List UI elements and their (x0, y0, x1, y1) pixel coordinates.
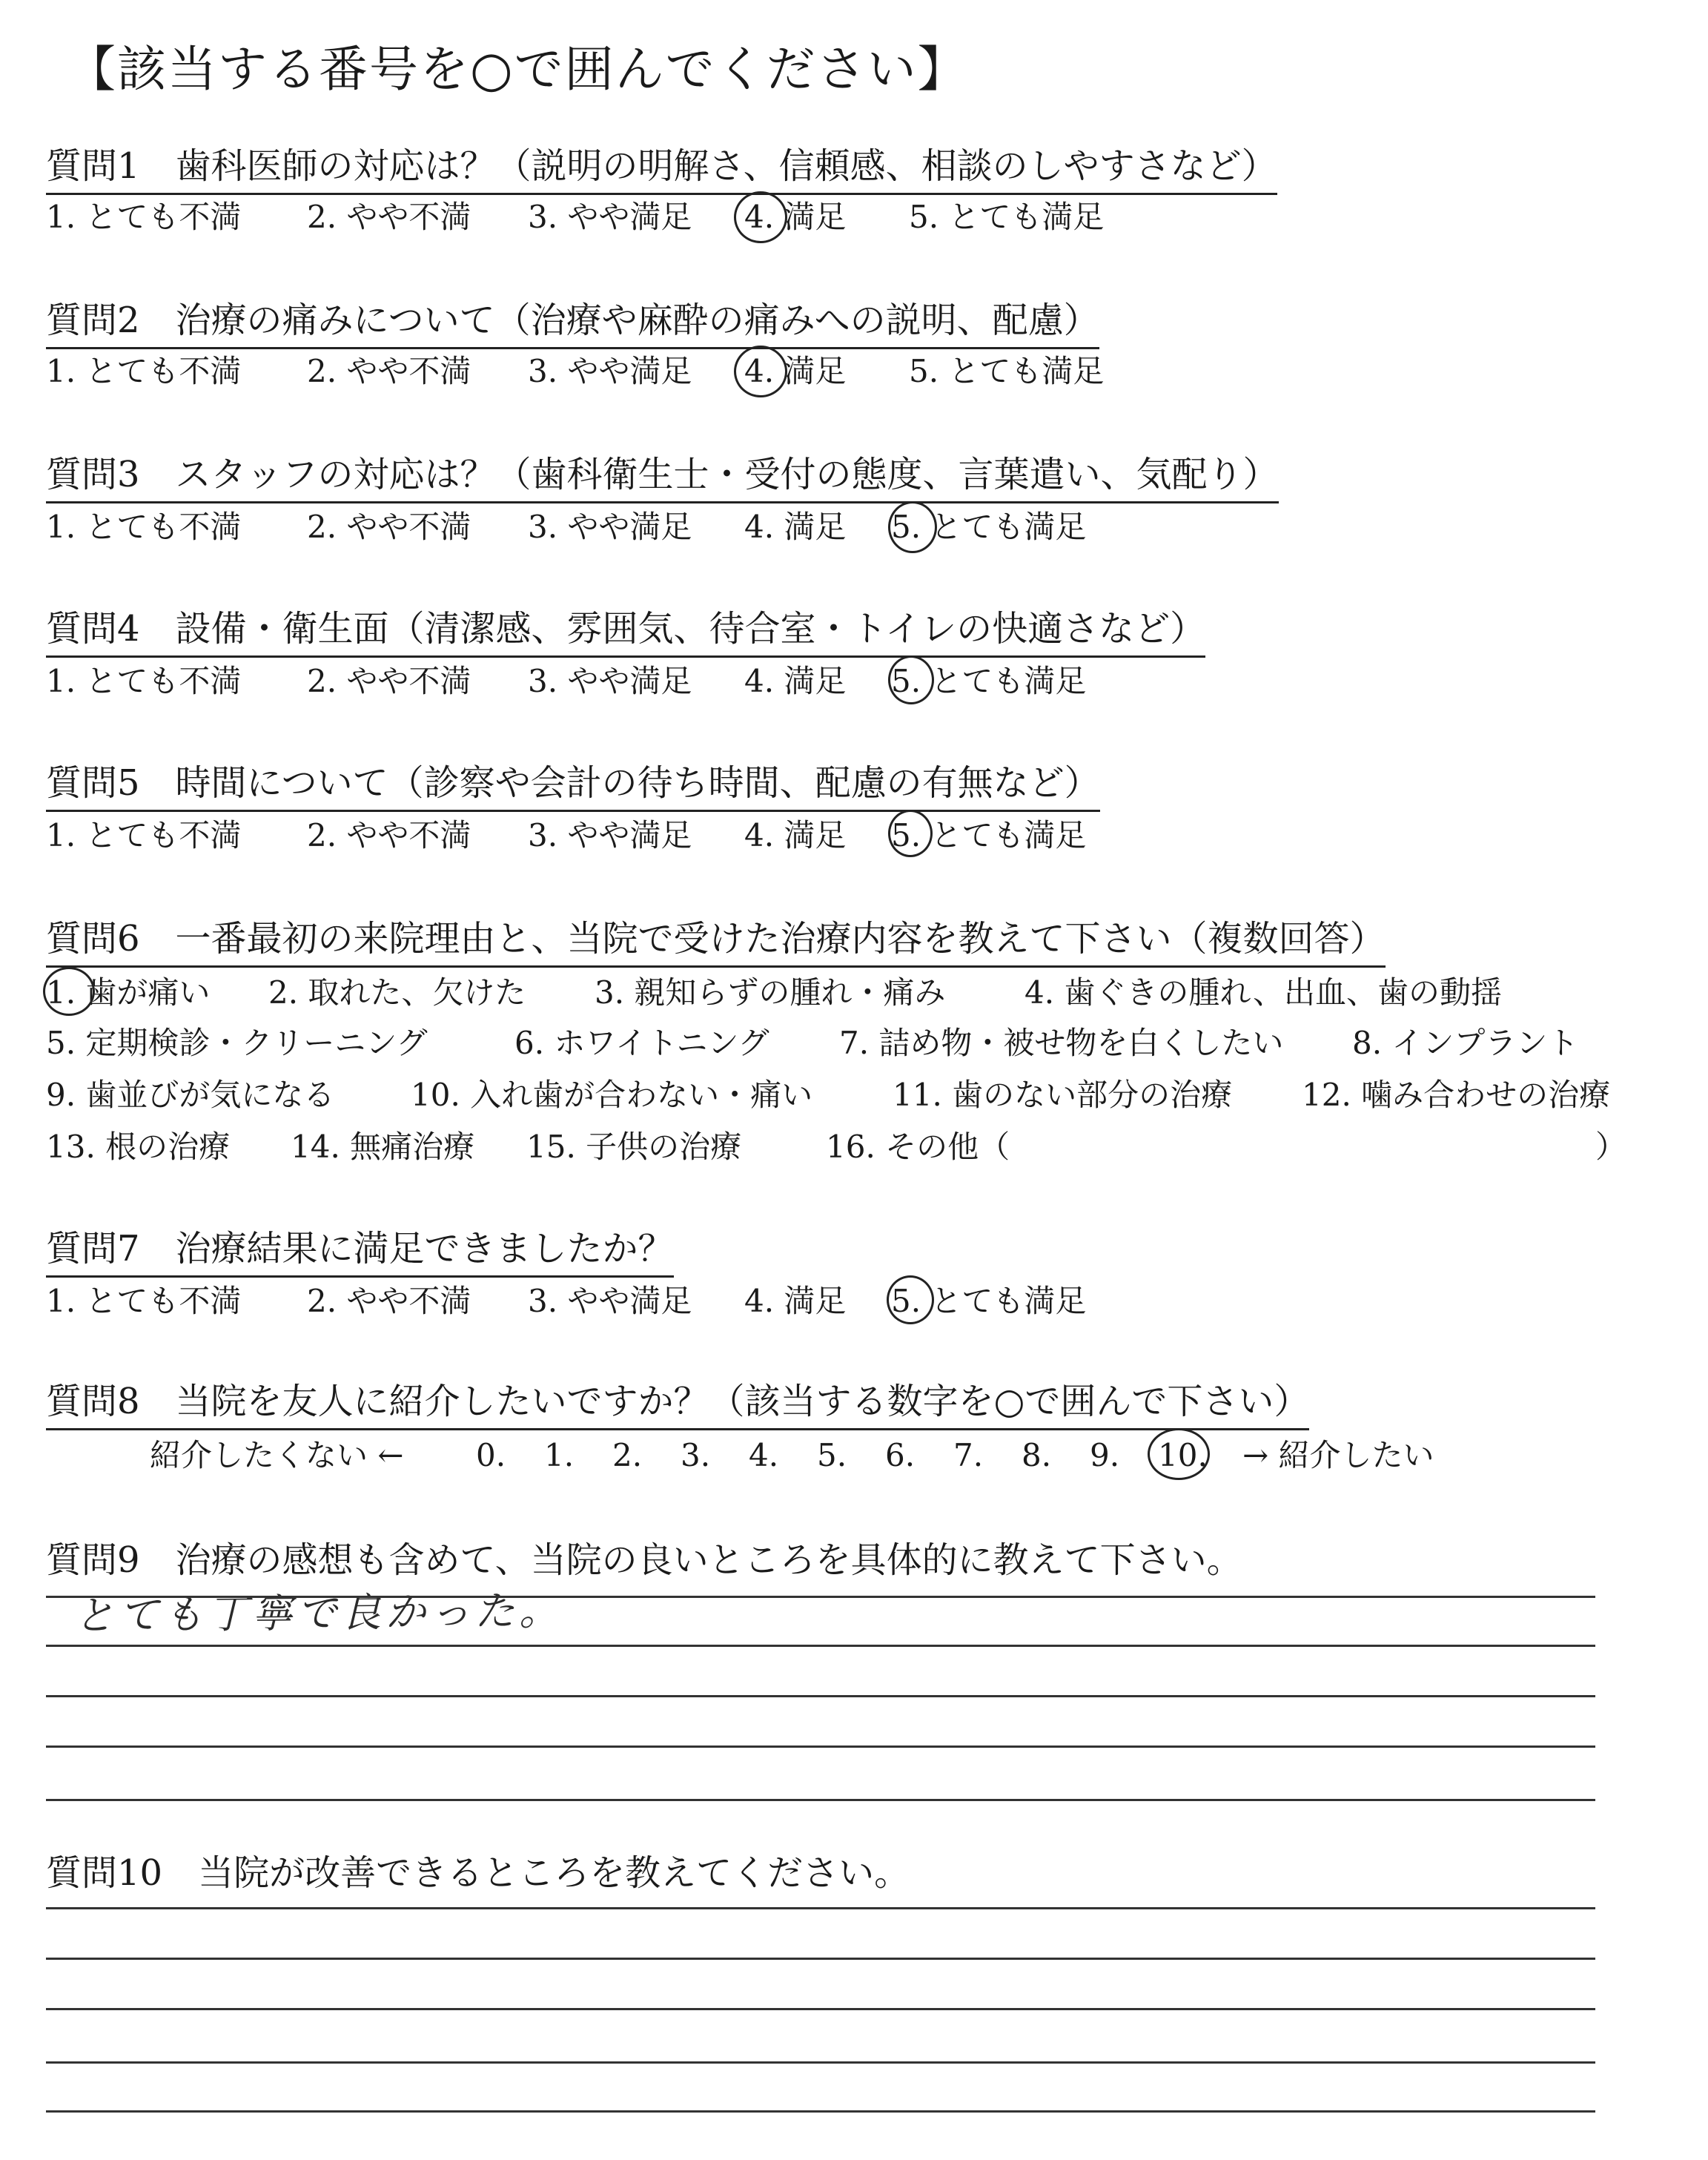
q9-answer-line-5 (46, 1799, 1595, 1801)
q7-option-1[interactable]: 1. とても不満 (46, 1283, 242, 1319)
q8-number-5[interactable]: 5. (817, 1437, 847, 1473)
q4-option-1[interactable]: 1. とても不満 (46, 663, 242, 699)
q3-option-1[interactable]: 1. とても不満 (46, 509, 242, 545)
q8-number-2[interactable]: 2. (612, 1437, 643, 1473)
q7-option-5[interactable]: 5. とても満足 (891, 1283, 1087, 1319)
q5-selection-circle (888, 810, 933, 857)
q8-number-3[interactable]: 3. (681, 1437, 711, 1473)
q6-option-14[interactable]: 14. 無痛治療 (291, 1129, 475, 1165)
q8-left-label: 紹介したくない ← (150, 1437, 404, 1473)
q2-selection-circle (734, 346, 787, 397)
q6-option-12[interactable]: 12. 噛み合わせの治療 (1302, 1077, 1611, 1113)
page-title: 【該当する番号を○で囲んでください】 (67, 41, 968, 98)
q2-option-2[interactable]: 2. やや不満 (307, 353, 471, 389)
q3-option-4[interactable]: 4. 満足 (744, 509, 847, 545)
q6-option-11[interactable]: 11. 歯のない部分の治療 (893, 1077, 1233, 1113)
q5-option-2[interactable]: 2. やや不満 (307, 817, 471, 853)
q6-option-5[interactable]: 5. 定期検診・クリーニング (46, 1025, 428, 1061)
q4-option-4[interactable]: 4. 満足 (744, 663, 847, 699)
q9-answer-line-1 (46, 1596, 1595, 1598)
q6-option-3[interactable]: 3. 親知らずの腫れ・痛み (595, 974, 946, 1011)
q8-number-1[interactable]: 1. (544, 1437, 575, 1473)
q10-answer-line-4 (46, 2061, 1595, 2064)
question-1-heading: 質問1 歯科医師の対応は？（説明の明解さ、信頼感、相談のしやすさなど） (46, 148, 1277, 195)
question-4-heading: 質問4 設備・衛生面（清潔感、雰囲気、待合室・トイレの快適さなど） (46, 611, 1205, 658)
q4-selection-circle (888, 655, 934, 704)
q6-option-10[interactable]: 10. 入れ歯が合わない・痛い (411, 1077, 813, 1113)
q4-option-2[interactable]: 2. やや不満 (307, 663, 471, 699)
q8-number-10[interactable]: 10. (1158, 1437, 1208, 1473)
q6-option-15[interactable]: 15. 子供の治療 (526, 1129, 742, 1165)
q2-option-1[interactable]: 1. とても不満 (46, 353, 242, 389)
q9-answer-line-2 (46, 1645, 1595, 1647)
q9-answer-line-3 (46, 1695, 1595, 1697)
q6-option-7[interactable]: 7. 詰め物・被せ物を白くしたい (839, 1025, 1284, 1061)
q8-number-7[interactable]: 7. (953, 1437, 984, 1473)
q5-option-5[interactable]: 5. とても満足 (891, 817, 1087, 853)
q4-option-5[interactable]: 5. とても満足 (891, 663, 1087, 699)
q9-answer-line-4 (46, 1745, 1595, 1748)
q4-option-3[interactable]: 3. やや満足 (528, 663, 692, 699)
question-3-heading: 質問3 スタッフの対応は？（歯科衛生士・受付の態度、言葉遣い、気配り） (46, 457, 1279, 503)
q5-option-4[interactable]: 4. 満足 (744, 817, 847, 853)
q6-option-2[interactable]: 2. 取れた、欠けた (268, 974, 526, 1011)
q6-option-9[interactable]: 9. 歯並びが気になる (46, 1077, 335, 1113)
q3-option-3[interactable]: 3. やや満足 (528, 509, 692, 545)
q2-option-4[interactable]: 4. 満足 (744, 353, 847, 389)
q1-selection-circle (734, 191, 787, 243)
q6-option-16[interactable]: 16. その他（ (826, 1129, 1010, 1165)
q6-option-8[interactable]: 8. インプラント (1352, 1025, 1579, 1061)
q2-option-5[interactable]: 5. とても満足 (909, 353, 1105, 389)
q6-other-close-paren: ） (1595, 1129, 1627, 1165)
q7-option-3[interactable]: 3. やや満足 (528, 1283, 692, 1319)
q8-number-4[interactable]: 4. (749, 1437, 779, 1473)
q1-option-2[interactable]: 2. やや不満 (307, 199, 471, 235)
q3-selection-circle (888, 501, 937, 553)
q3-option-5[interactable]: 5. とても満足 (891, 509, 1087, 545)
question-5-heading: 質問5 時間について（診察や会計の待ち時間、配慮の有無など） (46, 765, 1100, 812)
q8-right-label: → 紹介したい (1242, 1437, 1434, 1473)
q7-option-2[interactable]: 2. やや不満 (307, 1283, 471, 1319)
q1-option-3[interactable]: 3. やや満足 (528, 199, 692, 235)
q10-answer-line-5 (46, 2110, 1595, 2113)
q1-option-5[interactable]: 5. とても満足 (909, 199, 1105, 235)
q8-number-9[interactable]: 9. (1090, 1437, 1120, 1473)
q10-answer-line-1 (46, 1907, 1595, 1909)
q6-option-13[interactable]: 13. 根の治療 (46, 1129, 231, 1165)
q5-option-3[interactable]: 3. やや満足 (528, 817, 692, 853)
q1-option-4[interactable]: 4. 満足 (744, 199, 847, 235)
q8-number-6[interactable]: 6. (885, 1437, 916, 1473)
q7-selection-circle (887, 1275, 934, 1324)
question-10-heading: 質問10 当院が改善できるところを教えてください。 (46, 1852, 910, 1894)
q6-option-6[interactable]: 6. ホワイトニング (514, 1025, 769, 1061)
q7-option-4[interactable]: 4. 満足 (744, 1283, 847, 1319)
question-8-heading: 質問8 当院を友人に紹介したいですか？（該当する数字を○で囲んで下さい） (46, 1384, 1309, 1430)
q3-option-2[interactable]: 2. やや不満 (307, 509, 471, 545)
q6-selection-circle (43, 967, 95, 1016)
q8-number-8[interactable]: 8. (1022, 1437, 1052, 1473)
question-9-heading: 質問9 治療の感想も含めて、当院の良いところを具体的に教えて下さい。 (46, 1539, 1242, 1581)
q1-option-1[interactable]: 1. とても不満 (46, 199, 242, 235)
q6-option-1[interactable]: 1. 歯が痛い (46, 974, 211, 1011)
q8-selection-circle (1148, 1428, 1210, 1480)
q5-option-1[interactable]: 1. とても不満 (46, 817, 242, 853)
question-2-heading: 質問2 治療の痛みについて（治療や麻酔の痛みへの説明、配慮） (46, 303, 1099, 349)
question-7-heading: 質問7 治療結果に満足できましたか？ (46, 1231, 674, 1278)
q10-answer-line-2 (46, 1958, 1595, 1960)
q9-handwritten-answer[interactable]: とても丁寧で良かった。 (73, 1587, 564, 1639)
q10-answer-line-3 (46, 2008, 1595, 2010)
question-6-heading: 質問6 一番最初の来院理由と、当院で受けた治療内容を教えて下さい（複数回答） (46, 921, 1386, 968)
q6-option-4[interactable]: 4. 歯ぐきの腫れ、出血、歯の動揺 (1025, 974, 1502, 1011)
q2-option-3[interactable]: 3. やや満足 (528, 353, 692, 389)
q8-number-0[interactable]: 0. (476, 1437, 506, 1473)
